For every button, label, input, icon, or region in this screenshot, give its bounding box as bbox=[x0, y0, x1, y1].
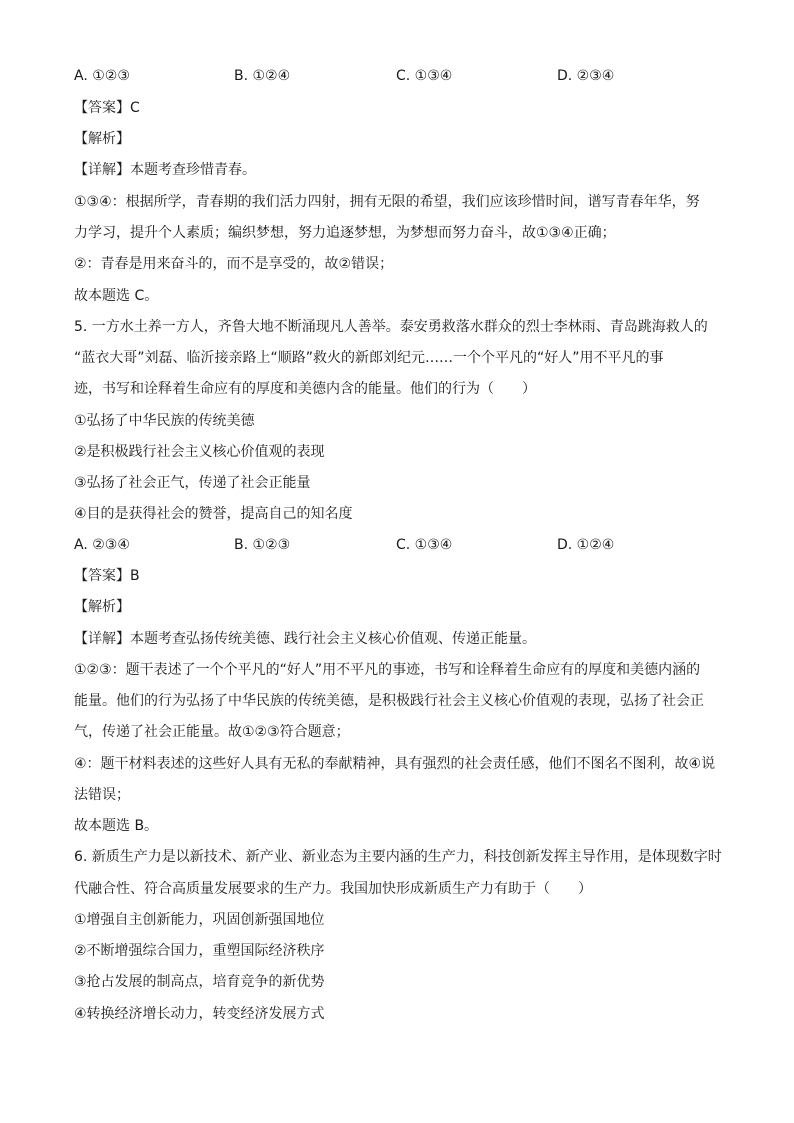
q5-option-d: D. ①②④ bbox=[557, 537, 615, 553]
q4-conclusion: 故本题选 C。 bbox=[74, 288, 159, 304]
q6-stem-line: 6. 新质生产力是以新技术、新产业、新业态为主要内涵的生产力，科技创新发挥主导作用，是体现数字时 bbox=[74, 849, 722, 865]
q5-explanation-line: 能量。他们的行为弘扬了中华民族的传统美德，是积极践行社会主义核心价值观的表现，弘扬了社会正 bbox=[74, 693, 704, 709]
q5-explanation-line: ④：题干材料表述的这些好人具有无私的奉献精神，具有强烈的社会责任感，他们不图名不图利，故④说 bbox=[74, 756, 716, 772]
q4-option-a: A. ①②③ bbox=[74, 68, 130, 84]
q5-statement: ①弘扬了中华民族的传统美德 bbox=[74, 413, 255, 429]
q4-option-d: D. ②③④ bbox=[557, 68, 615, 84]
q5-option-c: C. ①③④ bbox=[396, 537, 453, 553]
q5-statement: ②是积极践行社会主义核心价值观的表现 bbox=[74, 444, 325, 460]
q6-statement: ②不断增强综合国力，重塑国际经济秩序 bbox=[74, 943, 325, 959]
q5-statement: ③弘扬了社会正气，传递了社会正能量 bbox=[74, 475, 311, 491]
q5-stem-line: 5. 一方水土养一方人，齐鲁大地不断涌现凡人善举。泰安勇救落水群众的烈士李林雨、青岛跳海救人的 bbox=[74, 319, 708, 335]
q4-analysis-label: 【解析】 bbox=[74, 131, 130, 147]
q5-explanation-line: 法错误； bbox=[74, 787, 130, 803]
q4-explanation-line: 力学习，提升个人素质；编织梦想，努力追逐梦想，为梦想而努力奋斗，故①③④正确； bbox=[74, 225, 616, 241]
q5-option-b: B. ①②③ bbox=[234, 537, 291, 553]
q5-stem-line: “蓝衣大哥”刘磊、临沂接亲路上“顺路”救火的新郎刘纪元……一个个平凡的“好人”用不平凡的事 bbox=[74, 350, 664, 366]
q4-option-c: C. ①③④ bbox=[396, 68, 453, 84]
q6-stem-line: 代融合性、符合高质量发展要求的生产力。我国加快形成新质生产力有助于（ ） bbox=[74, 881, 592, 897]
q4-detail: 【详解】本题考查珍惜青春。 bbox=[74, 162, 256, 178]
q6-statement: ④转换经济增长动力，转变经济发展方式 bbox=[74, 1006, 325, 1022]
q6-statement: ①增强自主创新能力，巩固创新强国地位 bbox=[74, 912, 325, 928]
q4-option-b: B. ①②④ bbox=[234, 68, 291, 84]
q5-stem-line: 迹，书写和诠释着生命应有的厚度和美德内含的能量。他们的行为（ ） bbox=[74, 381, 536, 397]
q5-analysis-label: 【解析】 bbox=[74, 599, 130, 615]
q5-detail: 【详解】本题考查弘扬传统美德、践行社会主义核心价值观、传递正能量。 bbox=[74, 631, 536, 647]
q5-explanation-line: 气，传递了社会正能量。故①②③符合题意； bbox=[74, 724, 350, 740]
q5-statement: ④目的是获得社会的赞誉，提高自己的知名度 bbox=[74, 506, 353, 522]
q6-statement: ③抢占发展的制高点，培育竞争的新优势 bbox=[74, 974, 325, 990]
q5-answer: 【答案】B bbox=[74, 568, 140, 584]
q4-explanation-line: ①③④：根据所学，青春期的我们活力四射，拥有无限的希望，我们应该珍惜时间，谱写青春年华，努 bbox=[74, 194, 700, 210]
q5-option-a: A. ②③④ bbox=[74, 537, 130, 553]
q5-explanation-line: ①②③：题干表述了一个个平凡的“好人”用不平凡的事迹，书写和诠释着生命应有的厚度和美德内涵的 bbox=[74, 662, 701, 678]
q4-explanation-line: ②：青春是用来奋斗的，而不是享受的，故②错误； bbox=[74, 256, 394, 272]
q5-conclusion: 故本题选 B。 bbox=[74, 818, 159, 834]
q4-answer: 【答案】C bbox=[74, 100, 140, 116]
